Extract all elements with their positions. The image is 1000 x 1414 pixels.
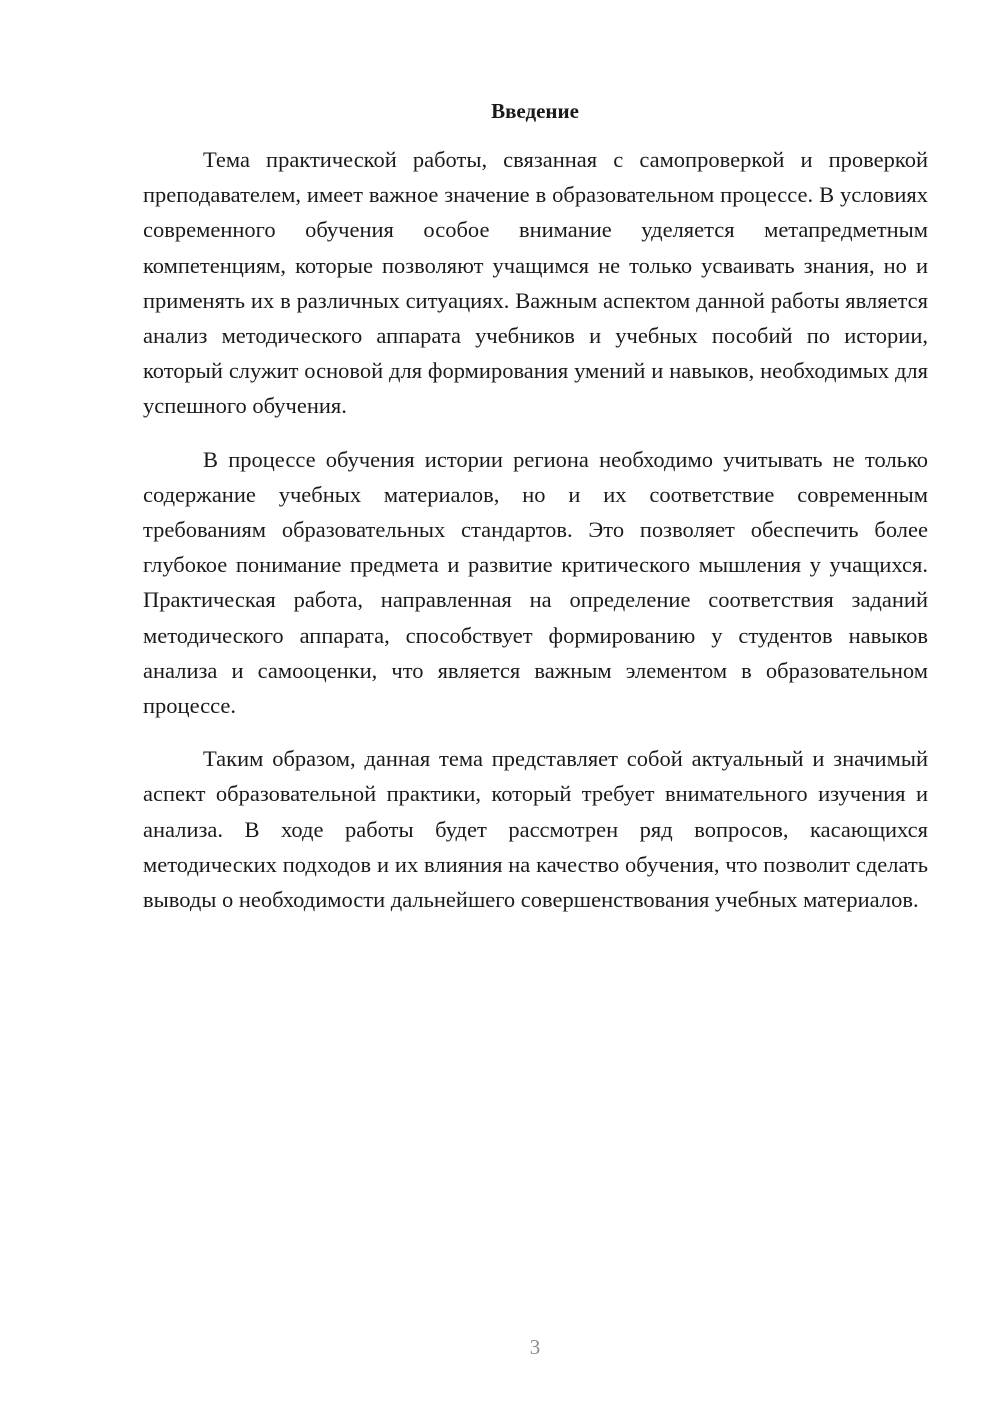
section-heading: Введение [491, 99, 579, 123]
paragraph-2: В процессе обучения истории региона необходимо учитывать не только содержание учебных материалов, но и их соответствие современным требованиям образовательных стандартов. Это позволяет обеспечить более глубокое понимание предмета и развитие критического мышления у учащихся. Практическая работа, направленная на определение соответствия заданий методического аппарата, способствует формированию у студентов навыков анализа и самооценки, что является важным элементом в образовательном процессе. [143, 446, 928, 719]
paragraph-1: Тема практической работы, связанная с самопроверкой и проверкой преподавателем, имеет важное значение в образовательном процессе. В условиях современного обучения особое внимание уделяется метапредметным компетенциям, которые позволяют учащимся не только усваивать знания, но и применять их в различных ситуациях. Важным аспектом данной работы является анализ методического аппарата учебников и учебных пособий по истории, который служит основой для формирования умений и навыков, необходимых для успешного обучения. [143, 147, 928, 419]
page-number: 3 [529, 1335, 541, 1359]
paragraph-3: Таким образом, данная тема представляет собой актуальный и значимый аспект образовательной практики, который требует внимательного изучения и анализа. В ходе работы будет рассмотрен ряд вопросов, касающихся методических подходов и их влияния на качество обучения, что позволит сделать выводы о необходимости дальнейшего совершенствования учебных материалов. [143, 746, 928, 913]
body-text [143, 142, 928, 935]
